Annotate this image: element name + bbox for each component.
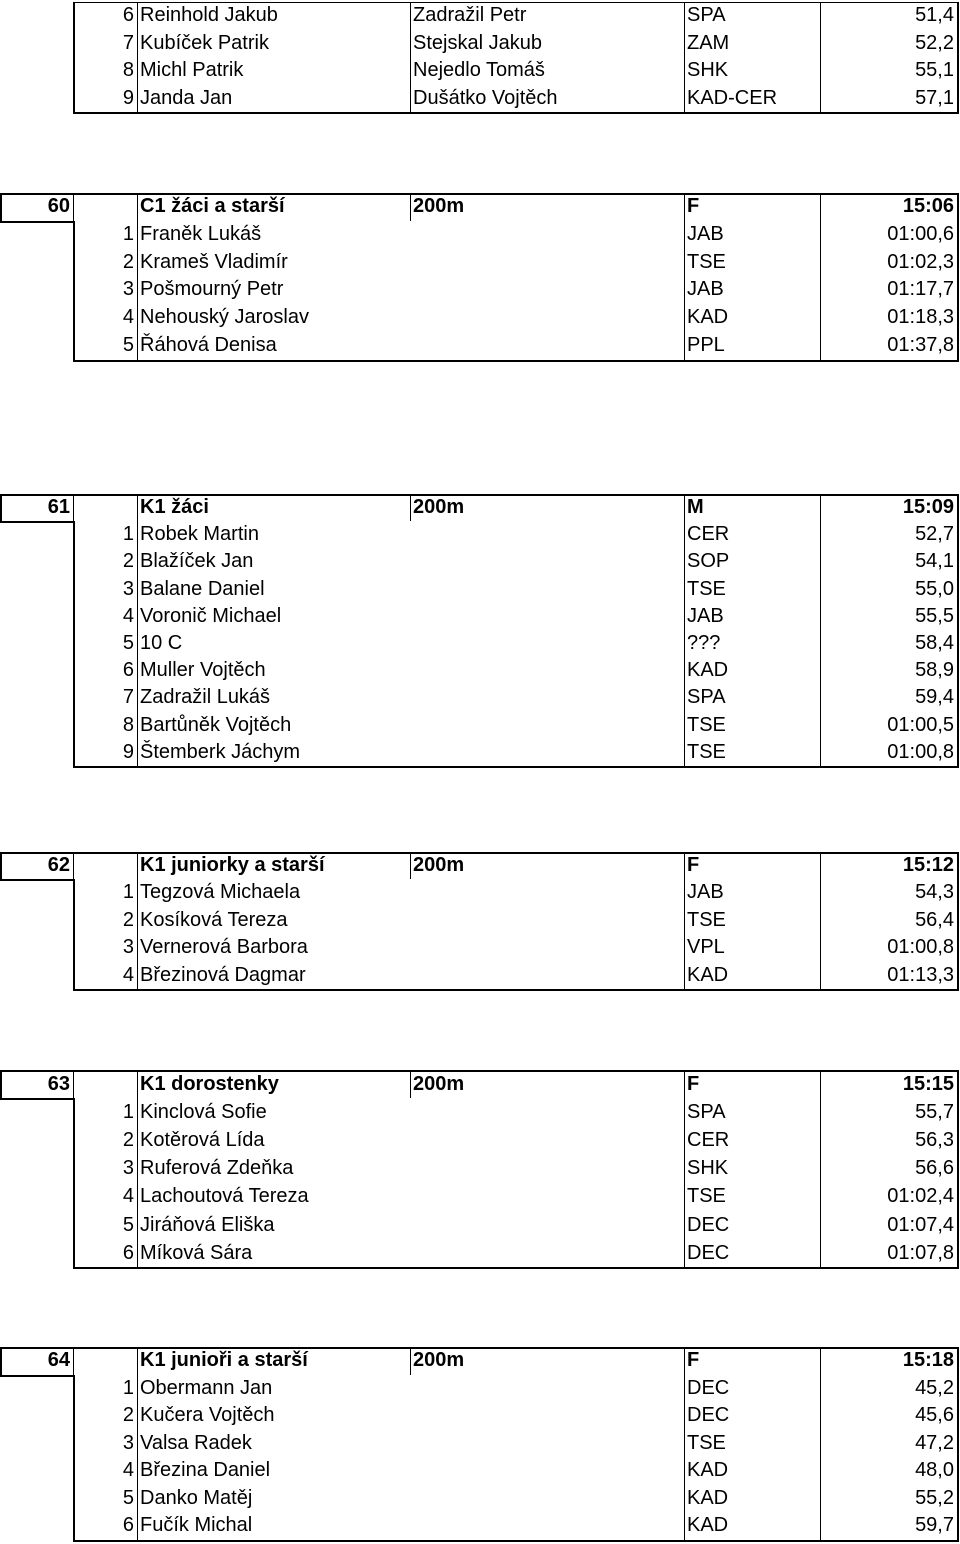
header-top-border (0, 1070, 959, 1072)
club-code: TSE (687, 250, 726, 273)
header-bottom-border (0, 879, 73, 881)
club-code: KAD (687, 1486, 729, 1509)
result-row (0, 576, 960, 603)
result-row (0, 57, 960, 85)
race-distance: 200m (413, 195, 465, 217)
header-divider (73, 1070, 74, 1098)
result-row (0, 879, 960, 906)
header-divider (820, 852, 821, 879)
column-divider (684, 879, 685, 989)
header-divider (410, 852, 411, 879)
column-divider (684, 1098, 685, 1267)
club-code: DEC (687, 1404, 730, 1426)
competitor-name: Řáhová Denisa (140, 334, 277, 356)
race-header-row (0, 1347, 960, 1375)
column-divider (137, 521, 138, 766)
club-code: CER (687, 1129, 730, 1152)
competitor-name: Obermann Jan (140, 1376, 273, 1399)
result-row (0, 332, 960, 360)
header-divider (820, 494, 821, 521)
table-right-border (957, 1070, 959, 1268)
header-divider (410, 1347, 411, 1375)
competitor-name: Reinhold Jakub (140, 4, 278, 26)
result-position: 2 (122, 250, 134, 273)
partner-name: Dušátko Vojtěch (413, 86, 558, 109)
header-top-border (0, 494, 959, 496)
result-position: 8 (122, 59, 134, 81)
header-divider (73, 852, 74, 879)
header-top-border (0, 1347, 959, 1349)
race-type: M (687, 496, 704, 518)
club-code: KAD (687, 306, 729, 329)
competitor-name: Zadražil Lukáš (140, 686, 271, 709)
race-header-row (0, 852, 960, 879)
result-time: 52,2 (915, 31, 954, 54)
header-divider (137, 494, 138, 521)
club-code: JAB (687, 278, 724, 301)
table-bottom-border (73, 1540, 959, 1542)
club-code: KAD-CER (687, 86, 778, 109)
result-position: 5 (122, 1486, 134, 1509)
race-number: 60 (47, 195, 70, 217)
result-row (0, 1485, 960, 1513)
result-row (0, 1126, 960, 1154)
result-position: 9 (122, 740, 134, 763)
race-distance: 200m (413, 1349, 465, 1371)
header-divider (684, 193, 685, 221)
competitor-name: Robek Martin (140, 523, 259, 546)
race-number: 62 (47, 854, 70, 876)
column-divider (820, 1098, 821, 1267)
result-time: 45,6 (915, 1404, 954, 1426)
header-divider (137, 1070, 138, 1098)
result-row (0, 1098, 960, 1126)
competitor-name: Bartůněk Vojtěch (140, 713, 292, 736)
result-time: 51,4 (915, 4, 954, 26)
header-divider (410, 193, 411, 221)
competitor-name: Kosíková Tereza (140, 908, 288, 931)
header-divider (820, 1347, 821, 1375)
competitor-name: Danko Matěj (140, 1486, 253, 1509)
body-left-border (73, 879, 75, 990)
result-time: 56,6 (915, 1157, 954, 1180)
header-divider (137, 1347, 138, 1375)
result-time: 52,7 (915, 523, 954, 546)
club-code: SPA (687, 686, 726, 709)
column-divider (684, 521, 685, 766)
result-position: 1 (122, 222, 134, 245)
partner-name: Nejedlo Tomáš (413, 59, 545, 81)
result-row (0, 630, 960, 657)
column-divider (820, 221, 821, 360)
table-right-border (957, 852, 959, 990)
club-code: KAD (687, 1514, 729, 1536)
race-start-time: 15:09 (902, 496, 954, 518)
result-time: 55,7 (915, 1101, 954, 1124)
club-code: SHK (687, 1157, 729, 1180)
header-divider (684, 852, 685, 879)
header-divider (73, 193, 74, 221)
club-code: KAD (687, 963, 729, 986)
competitor-name: Kotěrová Lída (140, 1129, 265, 1152)
column-divider (137, 2, 138, 112)
result-row (0, 249, 960, 277)
competitor-name: Březinová Dagmar (140, 963, 306, 986)
table-bottom-border (73, 112, 959, 114)
competitor-name: Březina Daniel (140, 1459, 271, 1481)
result-row (0, 276, 960, 304)
result-position: 6 (122, 659, 134, 682)
club-code: VPL (687, 936, 725, 959)
result-position: 2 (122, 1404, 134, 1426)
header-bottom-border (0, 1375, 73, 1377)
competitor-name: Franěk Lukáš (140, 222, 262, 245)
result-position: 3 (122, 577, 134, 600)
club-code: SOP (687, 550, 730, 573)
competitor-name: Janda Jan (140, 86, 233, 109)
club-code: JAB (687, 881, 724, 904)
partner-name: Zadražil Petr (413, 4, 527, 26)
competitor-name: Vernerová Barbora (140, 936, 308, 959)
header-divider (73, 494, 74, 521)
result-time: 01:07,4 (887, 1213, 954, 1236)
result-position: 9 (122, 86, 134, 109)
result-time: 56,3 (915, 1129, 954, 1152)
competitor-name: Kučera Vojtěch (140, 1404, 275, 1426)
header-top-border (0, 193, 959, 195)
result-position: 4 (122, 1185, 134, 1208)
competitor-name: Michl Patrik (140, 59, 244, 81)
result-position: 5 (122, 334, 134, 356)
header-divider (137, 193, 138, 221)
header-divider (410, 1070, 411, 1098)
result-row (0, 657, 960, 684)
result-time: 58,4 (915, 632, 954, 654)
column-divider (820, 521, 821, 766)
competitor-name: Valsa Radek (140, 1431, 252, 1454)
competitor-name: Voronič Michael (140, 604, 282, 627)
result-position: 4 (122, 1459, 134, 1481)
race-category: K1 dorostenky (140, 1073, 279, 1095)
body-left-border (73, 1098, 75, 1268)
club-code: KAD (687, 659, 729, 682)
table-bottom-border (73, 1267, 959, 1269)
header-top-border (0, 852, 959, 854)
race-number: 61 (47, 496, 70, 518)
competitor-name: 10 C (140, 632, 183, 654)
result-time: 55,1 (915, 59, 954, 81)
column-divider (684, 1375, 685, 1540)
result-time: 56,4 (915, 908, 954, 931)
header-divider (684, 1070, 685, 1098)
result-time: 58,9 (915, 659, 954, 682)
result-time: 57,1 (915, 86, 954, 109)
club-code: TSE (687, 1185, 726, 1208)
result-time: 55,5 (915, 604, 954, 627)
result-row (0, 85, 960, 113)
column-divider (137, 221, 138, 360)
race-type: F (687, 195, 700, 217)
race-category: K1 junioři a starší (140, 1349, 308, 1371)
race-type: F (687, 854, 700, 876)
competitor-name: Tegzová Michaela (140, 881, 301, 904)
result-position: 8 (122, 713, 134, 736)
table-bottom-border (73, 360, 959, 362)
result-position: 3 (122, 936, 134, 959)
result-time: 01:00,8 (887, 740, 954, 763)
result-row (0, 2, 960, 30)
race-start-time: 15:15 (902, 1073, 954, 1095)
column-divider (137, 1098, 138, 1267)
competitor-name: Štemberk Jáchym (140, 740, 301, 763)
club-code: TSE (687, 577, 726, 600)
result-position: 6 (122, 4, 134, 26)
race-start-time: 15:06 (902, 195, 954, 217)
body-left-border (73, 1375, 75, 1541)
result-time: 01:18,3 (887, 306, 954, 329)
race-type: F (687, 1073, 700, 1095)
result-position: 1 (122, 1376, 134, 1399)
result-row (0, 1457, 960, 1485)
result-time: 59,7 (915, 1514, 954, 1536)
race-header-row (0, 193, 960, 221)
header-bottom-border (0, 521, 73, 523)
club-code: ZAM (687, 31, 730, 54)
result-row (0, 221, 960, 249)
body-left-border (73, 2, 75, 113)
club-code: ??? (687, 632, 721, 654)
header-divider (410, 494, 411, 521)
result-time: 01:00,6 (887, 222, 954, 245)
result-row (0, 603, 960, 630)
competitor-name: Balane Daniel (140, 577, 265, 600)
result-row (0, 739, 960, 766)
header-divider (684, 494, 685, 521)
result-time: 55,2 (915, 1486, 954, 1509)
result-position: 4 (122, 963, 134, 986)
result-row (0, 684, 960, 711)
result-time: 01:13,3 (887, 963, 954, 986)
body-left-border (73, 221, 75, 361)
result-row (0, 1375, 960, 1403)
result-row (0, 304, 960, 332)
race-category: C1 žáci a starší (140, 195, 285, 217)
result-row (0, 907, 960, 934)
club-code: DEC (687, 1376, 730, 1399)
race-header-row (0, 1070, 960, 1098)
race-start-time: 15:12 (902, 854, 954, 876)
result-position: 6 (122, 1241, 134, 1264)
result-time: 47,2 (915, 1431, 954, 1454)
race-number: 64 (47, 1349, 70, 1371)
competitor-name: Fučík Michal (140, 1514, 253, 1536)
result-position: 4 (122, 604, 134, 627)
race-distance: 200m (413, 854, 465, 876)
table-right-border (957, 494, 959, 767)
club-code: PPL (687, 334, 725, 356)
competitor-name: Nehouský Jaroslav (140, 306, 309, 329)
race-start-time: 15:18 (902, 1349, 954, 1371)
column-divider (820, 1375, 821, 1540)
column-divider (820, 2, 821, 112)
club-code: TSE (687, 713, 726, 736)
competitor-name: Krameš Vladimír (140, 250, 288, 273)
result-time: 01:37,8 (887, 334, 954, 356)
club-code: JAB (687, 222, 724, 245)
header-divider (137, 852, 138, 879)
table-right-border (957, 1347, 959, 1541)
result-row (0, 1211, 960, 1239)
column-divider (137, 1375, 138, 1540)
result-row (0, 712, 960, 739)
result-row (0, 962, 960, 989)
result-time: 54,1 (915, 550, 954, 573)
competitor-name: Jiráňová Eliška (140, 1213, 275, 1236)
result-position: 7 (122, 686, 134, 709)
result-time: 55,0 (915, 577, 954, 600)
header-left-border (0, 494, 2, 522)
header-left-border (0, 193, 2, 222)
body-left-border (73, 521, 75, 767)
result-position: 3 (122, 278, 134, 301)
competitor-name: Muller Vojtěch (140, 659, 266, 682)
header-bottom-border (0, 221, 73, 223)
competitor-name: Kubíček Patrik (140, 31, 269, 54)
header-divider (820, 1070, 821, 1098)
result-row (0, 1512, 960, 1540)
header-divider (73, 1347, 74, 1375)
club-code: KAD (687, 1459, 729, 1481)
club-code: DEC (687, 1241, 730, 1264)
competitor-name: Pošmourný Petr (140, 278, 284, 301)
header-bottom-border (0, 1098, 73, 1100)
result-row (0, 1182, 960, 1210)
club-code: TSE (687, 740, 726, 763)
column-divider (410, 2, 411, 112)
result-position: 7 (122, 31, 134, 54)
race-number: 63 (47, 1073, 70, 1095)
club-code: SPA (687, 4, 726, 26)
result-time: 01:02,3 (887, 250, 954, 273)
column-divider (684, 2, 685, 112)
result-position: 3 (122, 1431, 134, 1454)
club-code: TSE (687, 1431, 726, 1454)
result-position: 2 (122, 908, 134, 931)
competitor-name: Blažíček Jan (140, 550, 254, 573)
club-code: SPA (687, 1101, 726, 1124)
result-position: 6 (122, 1514, 134, 1536)
result-row (0, 30, 960, 58)
result-position: 5 (122, 1213, 134, 1236)
result-row (0, 1239, 960, 1267)
body-top-border (73, 2, 959, 3)
result-position: 1 (122, 523, 134, 546)
column-divider (137, 879, 138, 989)
table-bottom-border (73, 989, 959, 991)
club-code: DEC (687, 1213, 730, 1236)
result-position: 5 (122, 632, 134, 654)
result-position: 2 (122, 550, 134, 573)
result-time: 59,4 (915, 686, 954, 709)
club-code: SHK (687, 59, 729, 81)
result-time: 45,2 (915, 1376, 954, 1399)
result-row (0, 521, 960, 548)
result-row (0, 1402, 960, 1430)
race-type: F (687, 1349, 700, 1371)
competitor-name: Míková Sára (140, 1241, 253, 1264)
result-time: 54,3 (915, 881, 954, 904)
result-position: 1 (122, 1101, 134, 1124)
table-right-border (957, 2, 959, 113)
club-code: TSE (687, 908, 726, 931)
race-distance: 200m (413, 1073, 465, 1095)
competitor-name: Ruferová Zdeňka (140, 1157, 294, 1180)
race-distance: 200m (413, 496, 465, 518)
result-row (0, 934, 960, 961)
result-row (0, 1430, 960, 1458)
result-position: 3 (122, 1157, 134, 1180)
race-category: K1 juniorky a starší (140, 854, 325, 876)
column-divider (820, 879, 821, 989)
competitor-name: Kinclová Sofie (140, 1101, 267, 1124)
result-time: 01:00,8 (887, 936, 954, 959)
column-divider (684, 221, 685, 360)
race-category: K1 žáci (140, 496, 209, 518)
race-header-row (0, 494, 960, 521)
table-right-border (957, 193, 959, 361)
result-position: 2 (122, 1129, 134, 1152)
table-bottom-border (73, 766, 959, 768)
club-code: CER (687, 523, 730, 546)
header-divider (684, 1347, 685, 1375)
header-left-border (0, 1070, 2, 1099)
result-position: 4 (122, 306, 134, 329)
club-code: JAB (687, 604, 724, 627)
result-row (0, 1154, 960, 1182)
result-row (0, 548, 960, 575)
result-position: 1 (122, 881, 134, 904)
result-time: 01:17,7 (887, 278, 954, 301)
result-time: 01:02,4 (887, 1185, 954, 1208)
header-left-border (0, 852, 2, 880)
header-left-border (0, 1347, 2, 1376)
header-divider (820, 193, 821, 221)
competitor-name: Lachoutová Tereza (140, 1185, 309, 1208)
result-time: 01:07,8 (887, 1241, 954, 1264)
result-time: 01:00,5 (887, 713, 954, 736)
result-time: 48,0 (915, 1459, 954, 1481)
partner-name: Stejskal Jakub (413, 31, 542, 54)
